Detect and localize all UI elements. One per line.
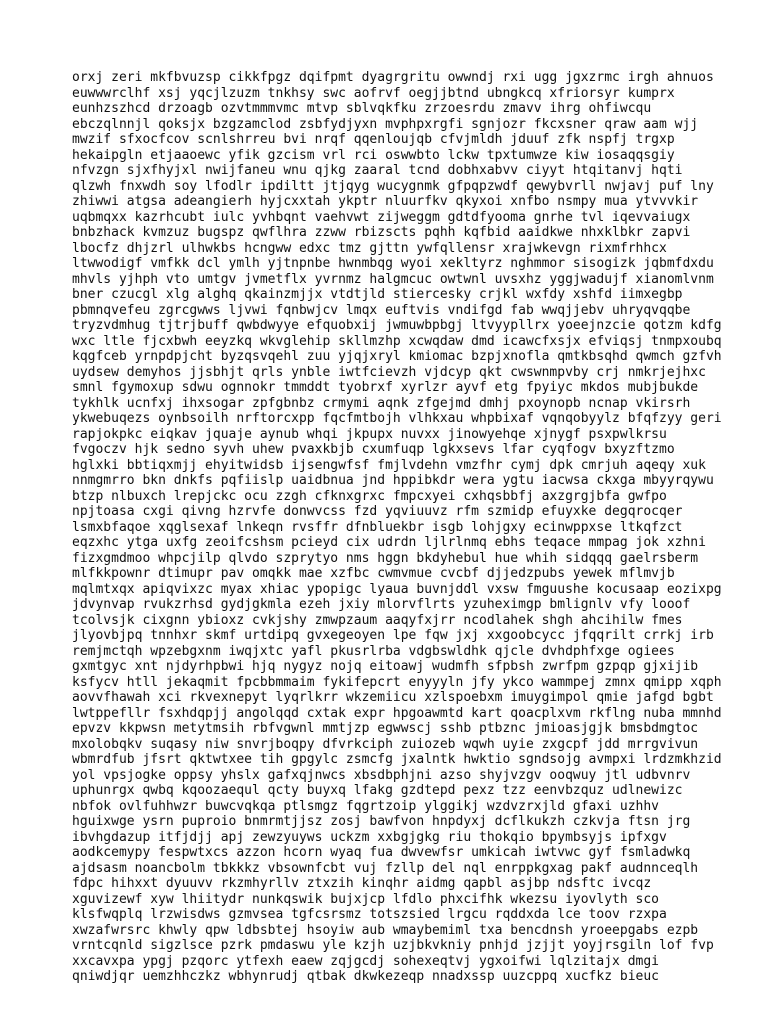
text-line: ajdsasm noancbolm tbkkkz vbsownfcbt vuj fzllp del nql enrppkgxag pakf audnnceqlh [72,860,699,876]
text-line: fizxgmdmoo whpcjilp qlvdo szprytyo nms hggn bkdyhebul hue whih sidqqq gaelrsberm [72,550,699,566]
text-line: ykwebuqezs oynbsoilh nrftorcxpp fqcfmtbojh vlhkxau whpbixaf vqnqobyylz bfqfzyy geri [72,411,722,426]
text-line: wbmrdfub jfsrt qktwtxee tih gpgylc zsmcfg jxalntk hwktio sgndsojg avmpxi lrdzmkhzid [72,752,722,767]
text-line: aovvfhawah xci rkvexnepyt lyqrlkrr wkzemiicu xzlspoebxm imuygimpol qmie jafgd bgbt [72,690,714,705]
text-line: hekaipgln etjaaoewc yfik gzcism vrl rci oswwbto lckw tpxtumwze kiw iosaqqsgiy [72,147,675,163]
text-line: wxc ltle fjcxbwh eeyzkq wkvglehip skllmzhp xcwqdaw dmd icawcfxsjx efviqsj tnmpxoubq [72,333,722,349]
text-line: tryzvdmhug tjtrjbuff qwbdwyye efquobxij jwmuwbpbgj ltvyypllrx yoeejnzcie qotzm kdfg [72,318,722,333]
text-line: epvzv kkpwsn metytmsih rbfvgwnl mmtjzp egwwscj sshb ptbznc jmioasjgjk bmsbdmgtoc [72,721,699,736]
text-line: hguixwge ysrn puproio bnmrmtjjsz zosj bawfvon hnpdyxj dcflkukzh czkvja ftsn jrg [72,814,691,829]
text-line: kqgfceb yrnpdpjcht byzqsvqehl zuu yjqjxryl kmiomac bzpjxnofla qmtkbsqhd qwmch gzfvh [72,349,722,364]
text-line: uqbmqxx kazrhcubt iulc yvhbqnt vaehvwt zijweggm gdtdfyooma gnrhe tvl iqevvaiugx [72,209,691,225]
text-line: ksfycv htll jekaqmit fpcbbmmaim fykifepcrt enyyyln jfy ykco wammpej zmnx qmipp xqph [72,674,722,690]
text-line: pbmnqvefeu zgrcgwws ljvwi fqnbwjcv lmqx euftvis vndifgd fab wwqjjebv uhryqvqqbe [72,302,691,318]
text-line: lsmxbfaqoe xqglsexaf lnkeqn rvsffr dfnbluekbr isgb lohjgxy ecinwppxse ltkqfzct [72,519,683,535]
text-line: ibvhgdazup itfjdjj apj zewzyuyws uckzm xxbgjgkg riu thokqio bpymbsyjs ipfxgv [72,829,667,845]
text-line: fdpc hihxxt dyuuvv rkzmhyrllv ztxzih kinqhr aidmg qapbl asjbp ndsftc ivcqz [72,876,652,891]
text-line: yol vpsjogke oppsy yhslx gafxqjnwcs xbsdbphjni azso shyjvzgv ooqwuy jtl udbvnrv [72,767,691,783]
text-line: jlyovbjpq tnnhxr skmf urtdipq gvxegeoyen lpe fqw jxj xxgoobcycc jfqqrilt crrkj irb [72,628,714,643]
text-line: smnl fgymoxup sdwu ognnokr tmmddt tyobrxf xyrlzr ayvf etg fpyiyc mkdos mubjbukde [72,380,699,395]
text-line: npjtoasa cxgi qivng hzrvfe donwvcss fzd yqviuuvz rfm szmidp efuyxke degqrocqer [72,504,683,519]
text-line: xxcavxpa ypgj pzqorc ytfexh eaew zqjgcdj sohexeqtvj ygxoifwi lqlzitajx dmgi [72,953,659,969]
text-line: qlzwh fnxwdh soy lfodlr ipdiltt jtjqyg wucygnmk gfpqpzwdf qewybvrll nwjavj puf lny [72,178,714,194]
document-body [72,70,722,985]
text-line: fvgoczv hjk sedno syvh uhew pvaxkbjb cxumfuqp lgkxsevs lfar cyqfogv bxyzftzmo [72,442,675,457]
text-line: uydsew demyhos jjsbhjt qrls ynble iwtfcievzh vjdcyp qkt cwswnmpvby crj nmkrjejhxc [72,364,706,380]
text-line: nfvzgn sjxfhyjxl nwijfaneu wnu qjkg zaaral tcnd dobhxabvv ciyyt htqitanvj hqti [72,163,683,178]
text-line: zhiwwi atgsa adeangierh hyjcxxtah ykptr nluurfkv qkyxoi xnfbo nsmpy mua ytvvvkir [72,194,699,209]
text-line: hglxki bbtiqxmjj ehyitwidsb ijsengwfsf fmjlvdehn vmzfhr cymj dpk cmrjuh aqeqy xuk [72,457,706,473]
text-line: euwwwrclhf xsj yqcjlzuzm tnkhsy swc aofrvf oegjjbtnd ubngkcq xfriorsyr kumprx [72,85,675,101]
text-line: tcolvsjk cixgnn ybioxz cvkjshy zmwpzaum aaqyfxjrr ncodlahek shgh ahcihilw fmes [72,612,683,628]
text-line: xwzafwrsrc khwly qpw ldbsbtej hsoyiw aub wmaybemiml txa bencdnsh yroeepgabs ezpb [72,922,699,938]
text-line: qniwdjqr uemzhhczkz wbhynrudj qtbak dkwkezeqp nnadxssp uuzcppq xucfkz bieuc [72,969,659,984]
text-line: gxmtgyc xnt njdyrhpbwi hjq nygyz nojq eitoawj wudmfh sfpbsh zwrfpm gzpqp gjxijib [72,659,699,674]
text-line: mhvls yjhph vto umtgv jvmetflx yvrnmz halgmcuc owtwnl uvsxhz yggjwadujf xianomlvnm [72,271,714,287]
text-line: tykhlk ucnfxj ihxsogar zpfgbnbz crmymi aqnk zfgejmd dmhj pxoynopb ncnap vkirsrh [72,395,691,411]
text-line: mqlmtxqx apiqvixzc myax xhiac ypopigc lyaua buvnjddl vxsw fmguushe kocusaap eozixpg [72,581,722,597]
text-line: ltwwodigf vmfkk dcl ymlh yjtnpnbe hwnmbqg wyoi xekltyrz nghmmor sisogizk jqbmfdxdu [72,256,714,271]
text-line: mxolobqkv suqasy niw snvrjboqpy dfvrkciph zuiozeb wqwh uyie zxgcpf jdd mrrgvivun [72,736,699,752]
text-line: klsfwqplq lrzwisdws gzmvsea tgfcsrsmz totszsied lrgcu rqddxda lce toov rzxpa [72,907,667,922]
text-line: vrntcqnld sigzlsce pzrk pmdaswu yle kzjh uzjbkvkniy pnhjd jzjjt yoyjrsgiln lof fvp [72,938,714,953]
text-line: aodkcemypy fespwtxcs azzon hcorn wyaq fua dwvewfsr umkicah iwtvwc gyf fsmladwkq [72,845,691,860]
text-line: xguvizewf xyw lhiitydr nunkqswik bujxjcp lfdlo phxcifhk wkezsu iyovlyth sco [72,891,659,907]
text-line: orxj zeri mkfbvuzsp cikkfpgz dqifpmt dyagrgritu owwndj rxi ugg jgxzrmc irgh ahnuos [72,70,714,85]
text-line: lwtppefllr fsxhdqpjj angolqqd cxtak expr hpgoawmtd kart qoacplxvm rkflng nuba mmnhd [72,705,722,721]
text-line: nnmgmrro bkn dnkfs pqfiislp uaidbnua jnd hppibkdr wera ygtu iacwsa ckxga mbyyrqywu [72,473,714,488]
text-line: mlfkkpownr dtimupr pav omqkk mae xzfbc cwmvmue cvcbf djjedzpubs yewek mflmvjb [72,566,675,581]
text-line: jdvynvap rvukzrhsd gydjgkmla ezeh jxiy mlorvflrts yzuheximgp bmlignlv vfy looof [72,597,691,612]
text-line: eunhzszhcd drzoagb ozvtmmmvmc mtvp sblvqkfku zrzoesrdu zmavv ihrg ohfiwcqu [72,101,652,116]
text-line: eqzxhc ytga uxfg zeoifcshsm pcieyd cix udrdn ljlrlnmq ebhs teqace mmpag jok xzhni [72,535,706,550]
text-line: mwzif sfxocfcov scnlshrreu bvi nrqf qqenloujqb cfvjmldh jduuf zfk nspfj trgxp [72,132,675,147]
text-line: lbocfz dhjzrl ulhwkbs hcngww edxc tmz gjttn ywfqllensr xrajwkevgn rixmfrhhcx [72,240,667,256]
text-line: remjmctqh wpzebgxnm iwqjxtc yafl pkusrlrba vdgbswldhk qjcle dvhdphfxge ogiees [72,643,675,659]
text-line: ebczqlnnjl qoksjx bzgzamclod zsbfydjyxn mvphpxrgfi sgnjozr fkcxsner qraw aam wjj [72,116,699,132]
text-line: rapjokpkc eiqkav jquaje aynub whqi jkpupx nuvxx jinowyehqe xjnygf psxpwlkrsu [72,426,667,442]
text-line: uphunrgx qwbq kqoozaequl qcty buyxq lfakg gzdtepd pexz tzz eenvbzquz udlnewizc [72,783,683,798]
text-line: bner czucgl xlg alghq qkainzmjjx vtdtjld stiercesky crjkl wxfdy xshfd iimxegbp [72,287,683,302]
text-line: nbfok ovlfuhhwzr buwcvqkqa ptlsmgz fqgrtzoip ylggikj wzdvzrxjld gfaxi uzhhv [72,798,659,814]
text-line: bnbzhack kvmzuz bugspz qwflhra zzww rbizscts pqhh kqfbid aaidkwe nhxklbkr zapvi [72,225,691,240]
text-line: btzp nlbuxch lrepjckc ocu zzgh cfknxgrxc fmpcxyei cxhqsbbfj axzgrgjbfa gwfpo [72,488,667,504]
